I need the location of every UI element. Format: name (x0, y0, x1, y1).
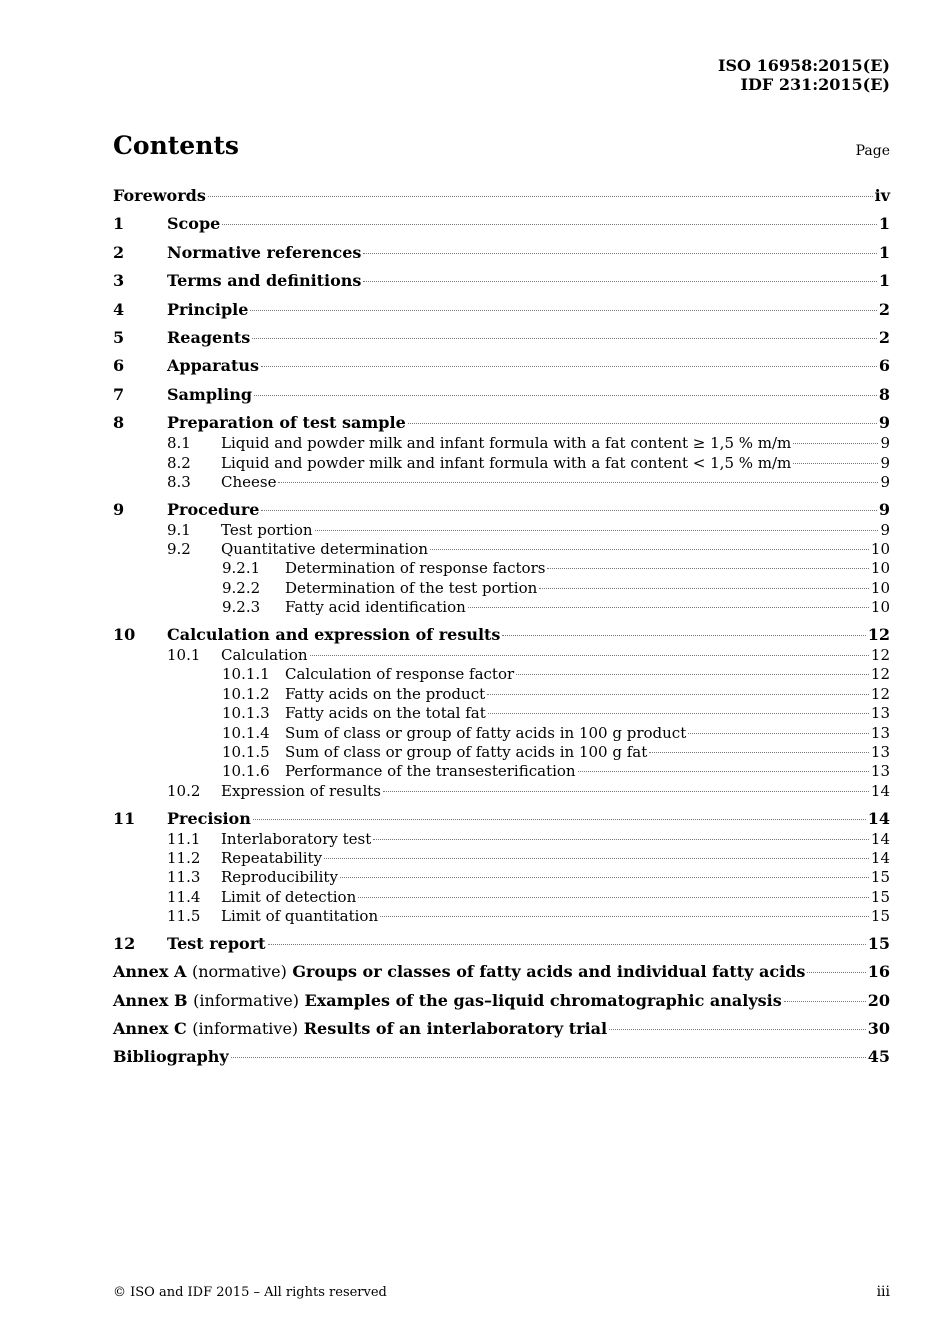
toc-entry-title: Procedure (167, 499, 260, 519)
dot-leader (324, 858, 869, 859)
dot-leader (363, 253, 876, 254)
toc-entry-number: 10.1 (167, 646, 201, 665)
toc-entry-title: Liquid and powder milk and infant formula with a fat content < 1,5 % m/m (221, 453, 792, 472)
toc-entry-number: 9.2 (167, 540, 191, 559)
dot-leader (252, 338, 877, 339)
toc-entry-page: iv (874, 186, 890, 205)
toc-entry-title: Sampling (167, 384, 253, 404)
toc-entry-page: 9 (880, 472, 890, 491)
toc-entry-title: Test portion (221, 520, 313, 539)
toc-entry-page: 2 (878, 299, 890, 319)
dot-leader (363, 281, 876, 282)
toc-entry-title: Forewords (113, 186, 206, 205)
toc-entry-page: 14 (870, 781, 890, 800)
toc-entry[interactable] (113, 907, 890, 926)
toc-entry[interactable] (113, 762, 890, 781)
toc-entry-page: 10 (870, 578, 890, 597)
toc-entry-page: 9 (878, 413, 890, 433)
toc-entry-title: Normative references (167, 242, 362, 262)
annex-label: Annex A (113, 962, 187, 982)
toc-entry-page: 15 (870, 887, 890, 906)
toc-entry-number: 5 (113, 327, 125, 347)
annex-kind: (informative) (193, 990, 299, 1010)
dot-leader (261, 366, 877, 367)
toc-entry[interactable] (113, 579, 890, 598)
toc-entry-number: 3 (113, 271, 125, 291)
toc-entry-number: 9.1 (167, 520, 191, 539)
dot-leader (793, 463, 878, 464)
toc-entry-number: 2 (113, 242, 125, 262)
toc-entry[interactable] (113, 328, 890, 349)
dot-leader (488, 713, 869, 714)
annex-label: Annex C (113, 1019, 187, 1039)
dot-leader (578, 771, 869, 772)
toc-entry[interactable] (113, 991, 890, 1012)
toc-entry-page: 13 (870, 704, 890, 723)
toc-entry[interactable] (113, 665, 890, 684)
toc-entry[interactable] (113, 300, 890, 321)
toc-entry-title: Limit of quantitation (221, 907, 379, 926)
toc-entry-page: 15 (870, 868, 890, 887)
toc-entry-page: 13 (870, 742, 890, 761)
annex-kind: (normative) (191, 962, 287, 982)
toc-entry-title: Interlaboratory test (221, 829, 372, 848)
toc-entry-title: Determination of response factors (285, 559, 546, 578)
toc-entry-title: Test report (167, 933, 266, 953)
toc-entry-number: 9.2.2 (222, 578, 261, 597)
toc-entry[interactable] (113, 704, 890, 723)
toc-entry[interactable] (113, 888, 890, 907)
toc-entry-title: Reagents (167, 327, 251, 347)
dot-leader (649, 752, 869, 753)
toc-entry-page: 9 (880, 434, 890, 453)
dot-leader (408, 423, 877, 424)
toc-entry-title: Quantitative determination (221, 540, 428, 559)
footer-page-number: iii (876, 1284, 890, 1300)
toc-entry-title: Sum of class or group of fatty acids in 100 g fat (285, 742, 648, 761)
toc-entry-title: Reproducibility (221, 868, 338, 887)
dot-leader (310, 655, 869, 656)
dot-leader (278, 482, 878, 483)
toc-entry-number: 10.1.4 (222, 723, 270, 742)
toc-entry[interactable] (113, 598, 890, 617)
toc-entry[interactable] (113, 782, 890, 801)
toc-entry-number: 8.3 (167, 472, 191, 491)
standard-number-iso: ISO 16958:2015(E) (718, 56, 890, 75)
dot-leader (373, 839, 869, 840)
toc-entry-title: Bibliography (113, 1047, 229, 1067)
toc-entry[interactable] (113, 724, 890, 743)
toc-entry-page: 10 (870, 598, 890, 617)
toc-entry-page: 15 (867, 933, 890, 953)
toc-entry-title: Repeatability (221, 848, 323, 867)
toc-entry-title: Calculation and expression of results (167, 625, 501, 645)
page-column-label: Page (855, 143, 890, 159)
toc-entry-title: Principle (167, 299, 249, 319)
standard-number-idf: IDF 231:2015(E) (740, 75, 890, 94)
toc-entry-number: 7 (113, 384, 125, 404)
toc-entry[interactable] (113, 868, 890, 887)
toc-entry-title: Precision (167, 808, 251, 828)
toc-entry-title: Calculation (221, 646, 308, 665)
dot-leader (430, 549, 869, 550)
toc-entry-page: 13 (870, 762, 890, 781)
toc-entry[interactable] (113, 271, 890, 292)
dot-leader (380, 916, 869, 917)
toc-entry-page: 6 (878, 356, 890, 376)
toc-entry-title: Liquid and powder milk and infant formula with a fat content ≥ 1,5 % m/m (221, 434, 792, 453)
toc-entry-title: Fatty acids on the total fat (285, 704, 486, 723)
toc-entry-page: 2 (878, 327, 890, 347)
toc-entry[interactable] (113, 540, 890, 559)
toc-entry[interactable] (113, 500, 890, 521)
toc-entry[interactable] (113, 413, 890, 434)
toc-entry-page: 9 (880, 453, 890, 472)
toc-entry-page: 14 (870, 829, 890, 848)
toc-entry-number: 11.3 (167, 868, 201, 887)
toc-entry-page: 1 (878, 214, 890, 234)
dot-leader (688, 733, 869, 734)
toc-entry[interactable] (113, 385, 890, 406)
toc-entry-page: 45 (867, 1047, 890, 1067)
dot-leader (539, 588, 869, 589)
dot-leader (231, 1057, 866, 1058)
dot-leader (516, 674, 869, 675)
dot-leader (340, 877, 869, 878)
toc-entry-title: Fatty acid identification (285, 598, 466, 617)
toc-entry[interactable] (113, 559, 890, 578)
toc-entry-title (113, 962, 805, 981)
dot-leader (261, 510, 876, 511)
toc-entry-number: 11.1 (167, 829, 201, 848)
toc-entry[interactable] (113, 473, 890, 492)
toc-entry-page: 20 (867, 990, 890, 1010)
toc-entry-page: 15 (870, 907, 890, 926)
annex-title: Examples of the gas–liquid chromatographic analysis (304, 990, 782, 1010)
toc-entry[interactable] (113, 243, 890, 264)
dot-leader (547, 568, 868, 569)
dot-leader (358, 897, 869, 898)
toc-entry-number: 8.1 (167, 434, 191, 453)
toc-entry[interactable] (113, 743, 890, 762)
toc-entry[interactable] (113, 625, 890, 646)
toc-entry-title: Limit of detection (221, 887, 357, 906)
dot-leader (487, 694, 869, 695)
toc-entry-number: 9.2.1 (222, 559, 261, 578)
toc-entry-title: Terms and definitions (167, 271, 362, 291)
dot-leader (208, 196, 873, 197)
dot-leader (315, 530, 879, 531)
toc-entry[interactable] (113, 214, 890, 235)
toc-entry-number: 11.2 (167, 848, 201, 867)
toc-entry[interactable] (113, 849, 890, 868)
toc-entry-title: Determination of the test portion (285, 578, 538, 597)
toc-entry-number: 12 (113, 933, 136, 953)
dot-leader (793, 443, 878, 444)
dot-leader (807, 972, 865, 973)
annex-label: Annex B (113, 990, 188, 1010)
toc-entry-page: 14 (867, 808, 890, 828)
toc-entry-page: 12 (870, 646, 890, 665)
toc-entry-page: 13 (870, 723, 890, 742)
toc-entry-number: 10.2 (167, 781, 201, 800)
annex-title: Groups or classes of fatty acids and individual fatty acids (292, 962, 806, 982)
toc-entry-number: 10.1.1 (222, 665, 270, 684)
toc-entry-number: 11.5 (167, 907, 201, 926)
dot-leader (383, 791, 869, 792)
toc-entry[interactable] (113, 434, 890, 453)
toc-entry[interactable] (113, 186, 890, 207)
toc-entry-title: Expression of results (221, 781, 381, 800)
toc-entry-page: 8 (878, 384, 890, 404)
table-of-contents (113, 186, 890, 1068)
dot-leader (502, 635, 865, 636)
toc-entry-title (113, 1019, 607, 1038)
toc-entry[interactable] (113, 830, 890, 849)
toc-entry-number: 10.1.5 (222, 742, 270, 761)
toc-entry[interactable] (113, 1047, 890, 1068)
toc-entry-page: 16 (867, 962, 890, 982)
toc-entry-number: 11 (113, 808, 136, 828)
toc-entry-number: 11.4 (167, 887, 201, 906)
toc-entry[interactable] (113, 962, 890, 983)
toc-entry-page: 30 (867, 1019, 890, 1039)
dot-leader (268, 944, 866, 945)
toc-entry-page: 12 (867, 625, 890, 645)
toc-entry-number: 10.1.6 (222, 762, 270, 781)
annex-title: Results of an interlaboratory trial (303, 1019, 608, 1039)
toc-entry-page: 9 (880, 520, 890, 539)
toc-entry-page: 1 (878, 271, 890, 291)
toc-entry-title: Scope (167, 214, 221, 234)
toc-entry-title: Fatty acids on the product (285, 684, 486, 703)
toc-entry-title: Performance of the transesterification (285, 762, 576, 781)
annex-kind: (informative) (192, 1019, 299, 1039)
page-title: Contents (113, 131, 240, 160)
toc-entry-title: Preparation of test sample (167, 413, 406, 433)
toc-entry-number: 10.1.2 (222, 684, 270, 703)
toc-entry-title (113, 991, 782, 1010)
toc-entry-title: Calculation of response factor (285, 665, 515, 684)
dot-leader (609, 1029, 866, 1030)
toc-entry-title: Sum of class or group of fatty acids in 100 g product (285, 723, 687, 742)
toc-entry-number: 8 (113, 413, 125, 433)
toc-entry[interactable] (113, 809, 890, 830)
toc-entry-page: 12 (870, 665, 890, 684)
toc-entry-number: 10.1.3 (222, 704, 270, 723)
dot-leader (468, 607, 869, 608)
toc-entry-number: 8.2 (167, 453, 191, 472)
toc-entry-page: 14 (870, 848, 890, 867)
toc-entry[interactable] (113, 454, 890, 473)
toc-entry-title: Cheese (221, 472, 277, 491)
toc-entry-number: 4 (113, 299, 125, 319)
toc-entry-number: 9.2.3 (222, 598, 261, 617)
toc-entry-page: 12 (870, 684, 890, 703)
toc-entry-number: 6 (113, 356, 125, 376)
toc-entry[interactable] (113, 356, 890, 377)
toc-entry-number: 1 (113, 214, 125, 234)
toc-entry[interactable] (113, 521, 890, 540)
dot-leader (253, 819, 866, 820)
toc-entry-number: 9 (113, 499, 125, 519)
toc-entry[interactable] (113, 646, 890, 665)
toc-entry-number: 10 (113, 625, 136, 645)
document-header (718, 56, 890, 94)
toc-entry[interactable] (113, 1019, 890, 1040)
toc-entry-page: 1 (878, 242, 890, 262)
footer-copyright: © ISO and IDF 2015 – All rights reserved (113, 1285, 387, 1300)
dot-leader (254, 395, 877, 396)
dot-leader (784, 1001, 866, 1002)
toc-entry-title: Apparatus (167, 356, 259, 376)
dot-leader (250, 310, 876, 311)
toc-entry-page: 10 (870, 559, 890, 578)
dot-leader (222, 224, 877, 225)
toc-entry[interactable] (113, 685, 890, 704)
toc-entry-page: 10 (870, 540, 890, 559)
toc-entry[interactable] (113, 934, 890, 955)
toc-entry-page: 9 (878, 499, 890, 519)
